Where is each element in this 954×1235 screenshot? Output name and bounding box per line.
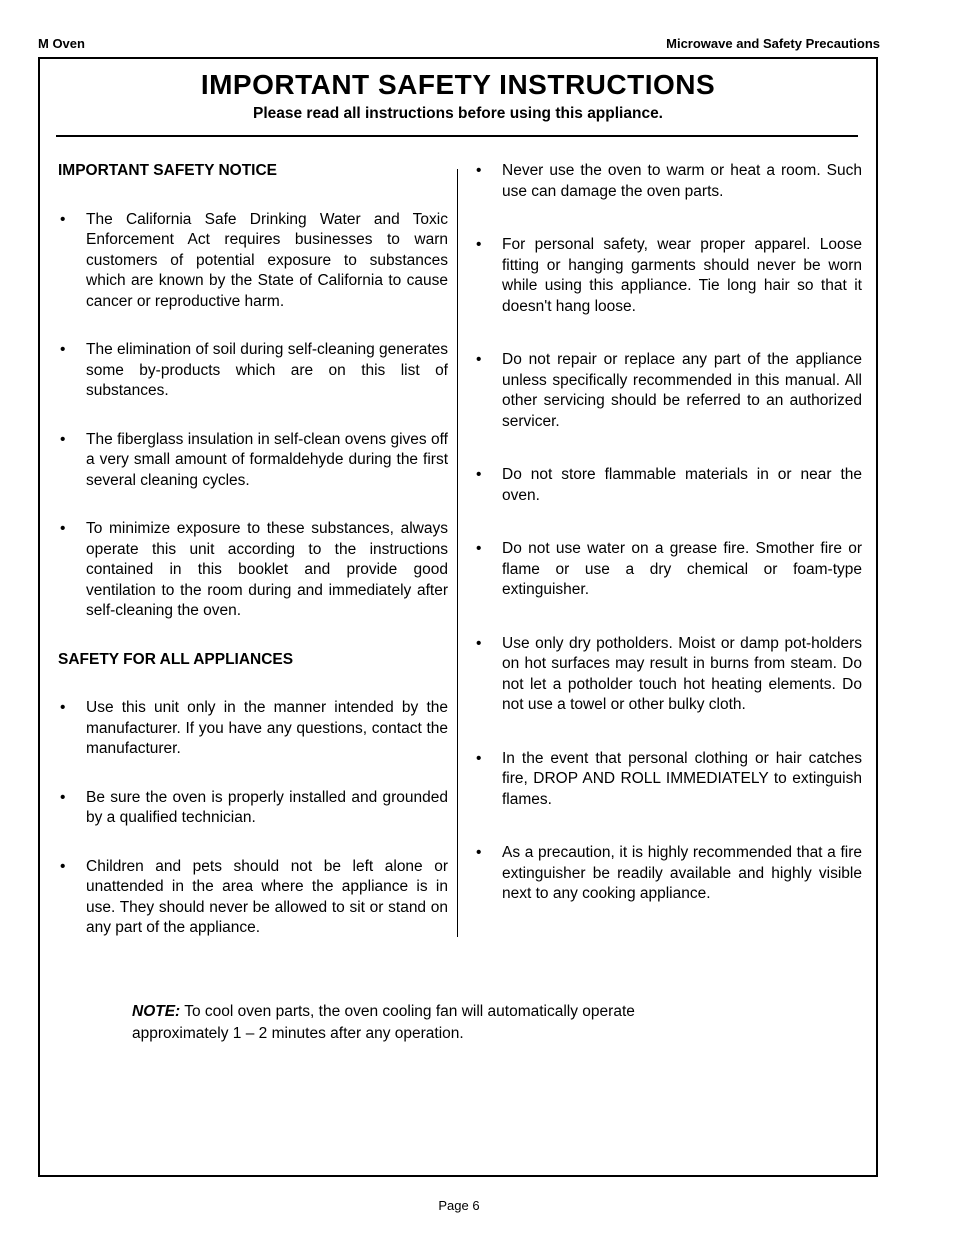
list-item: • Do not repair or replace any part of the appliance unless specifically recommended in this manual. All other servicing should be referred to an authorized servicer. [474,350,862,432]
list-item: • Be sure the oven is properly installed and grounded by a qualified technician. [58,788,448,829]
list-item: • As a precaution, it is highly recommended that a fire extinguisher be readily available and highly visible next to any cooking appliance. [474,843,862,905]
title-rule [56,135,858,137]
appliances-list [58,698,448,939]
instructions-frame [38,57,878,1177]
list-item: • Use this unit only in the manner intended by the manufacturer. If you have any questions, contact the manufacturer. [58,698,448,760]
page-title: IMPORTANT SAFETY INSTRUCTIONS [200,69,716,100]
cooling-fan-note [132,1001,732,1045]
column-divider [457,169,458,937]
notice-list [58,210,448,622]
list-item: • Do not store flammable materials in or near the oven. [474,465,862,506]
note-text: To cool oven parts, the oven cooling fan will automatically operate approximately 1 – 2 minutes after any operation. [132,1003,635,1042]
list-item: • In the event that personal clothing or hair catches fire, DROP AND ROLL IMMEDIATELY to extinguish flames. [474,749,862,811]
header-right: Microwave and Safety Precautions [666,36,880,51]
list-item: • For personal safety, wear proper apparel. Loose fitting or hanging garments should never be worn while using this appliance. Tie long hair so that it doesn't hang loose. [474,235,862,317]
list-item: • Use only dry potholders. Moist or damp pot-holders on hot surfaces may result in burns from steam. Do not let a potholder touch hot heating elements. Do not use a towel or other bulky cloth. [474,634,862,716]
page-number: Page 6 [438,1198,480,1213]
list-item: • Never use the oven to warm or heat a room. Such use can damage the oven parts. [474,161,862,202]
notice-heading: IMPORTANT SAFETY NOTICE [58,162,278,179]
left-column [58,161,448,939]
general-safety-list [474,161,862,905]
page-subtitle: Please read all instructions before using this appliance. [252,105,663,122]
list-item: • The fiberglass insulation in self-clean ovens gives off a very small amount of formaldehyde during the first several cleaning cycles. [58,430,448,492]
list-item: • To minimize exposure to these substances, always operate this unit according to the instructions contained in this booklet and provide good ventilation to the room during and immediately after self-cleaning the oven. [58,519,448,622]
header-left: M Oven [38,36,85,51]
list-item: • Children and pets should not be left alone or unattended in the area where the appliance is in use. They should never be allowed to sit or stand on any part of the appliance. [58,857,448,939]
note-label: NOTE: [132,1003,181,1020]
list-item: • The elimination of soil during self-cleaning generates some by-products which are on this list of substances. [58,340,448,402]
appliances-heading: SAFETY FOR ALL APPLIANCES [58,650,294,668]
list-item: • The California Safe Drinking Water and Toxic Enforcement Act requires businesses to warn customers of potential exposure to substances which are known by the State of California to cause cancer or reproductive harm. [58,210,448,313]
list-item: • Do not use water on a grease fire. Smother fire or flame or use a dry chemical or foam-type extinguisher. [474,539,862,601]
right-column [474,161,862,905]
